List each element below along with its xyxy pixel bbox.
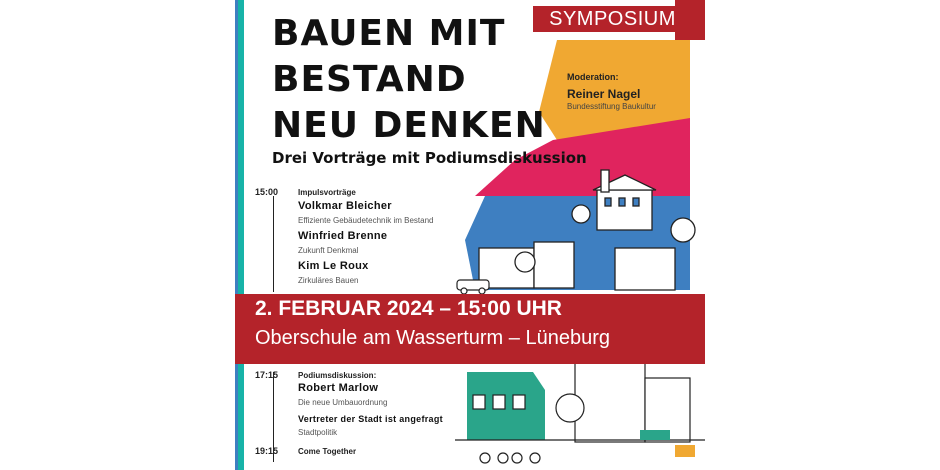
speaker-name: Kim Le Roux bbox=[298, 260, 369, 272]
section-impulsvortraege: Impulsvorträge bbox=[298, 188, 356, 197]
section-come-together: Come Together bbox=[298, 447, 357, 456]
speaker-name: Volkmar Bleicher bbox=[298, 200, 392, 212]
event-date: 2. FEBRUAR 2024 – 15:00 UHR bbox=[255, 297, 562, 320]
speaker-topic: Effiziente Gebäudetechnik im Bestand bbox=[298, 216, 434, 225]
speaker-topic: Stadtpolitik bbox=[298, 428, 338, 437]
time-1500: 15:00 bbox=[255, 187, 279, 197]
speaker-topic: Zukunft Denkmal bbox=[298, 246, 359, 255]
speaker-topic: Zirkuläres Bauen bbox=[298, 276, 359, 285]
blue-stripe bbox=[235, 0, 238, 470]
car-illustration bbox=[457, 280, 489, 294]
symposium-badge: SYMPOSIUM bbox=[533, 6, 692, 32]
title-line-3: NEU DENKEN bbox=[272, 105, 546, 146]
title-line-1: BAUEN MIT bbox=[272, 13, 506, 54]
moderator-organization: Bundesstiftung Baukultur bbox=[567, 102, 656, 111]
orange-step bbox=[675, 445, 695, 457]
event-location: Oberschule am Wasserturm – Lüneburg bbox=[255, 327, 610, 349]
subtitle: Drei Vorträge mit Podiumsdiskussion bbox=[272, 149, 587, 167]
speaker-name: Robert Marlow bbox=[298, 382, 379, 394]
green-bench bbox=[640, 430, 670, 440]
section-podiumsdiskussion: Podiumsdiskussion: bbox=[298, 371, 377, 380]
time-1915: 19:15 bbox=[255, 446, 279, 456]
speaker-topic: Die neue Umbauordnung bbox=[298, 398, 388, 407]
title-line-2: BESTAND bbox=[272, 59, 467, 100]
speaker-name: Vertreter der Stadt ist angefragt bbox=[298, 414, 443, 424]
moderation-label: Moderation: bbox=[567, 72, 619, 82]
event-poster bbox=[235, 0, 705, 470]
timeline-top bbox=[273, 196, 274, 292]
moderator-name: Reiner Nagel bbox=[567, 87, 641, 101]
speaker-name: Winfried Brenne bbox=[298, 230, 388, 242]
time-1715: 17:15 bbox=[255, 370, 279, 380]
